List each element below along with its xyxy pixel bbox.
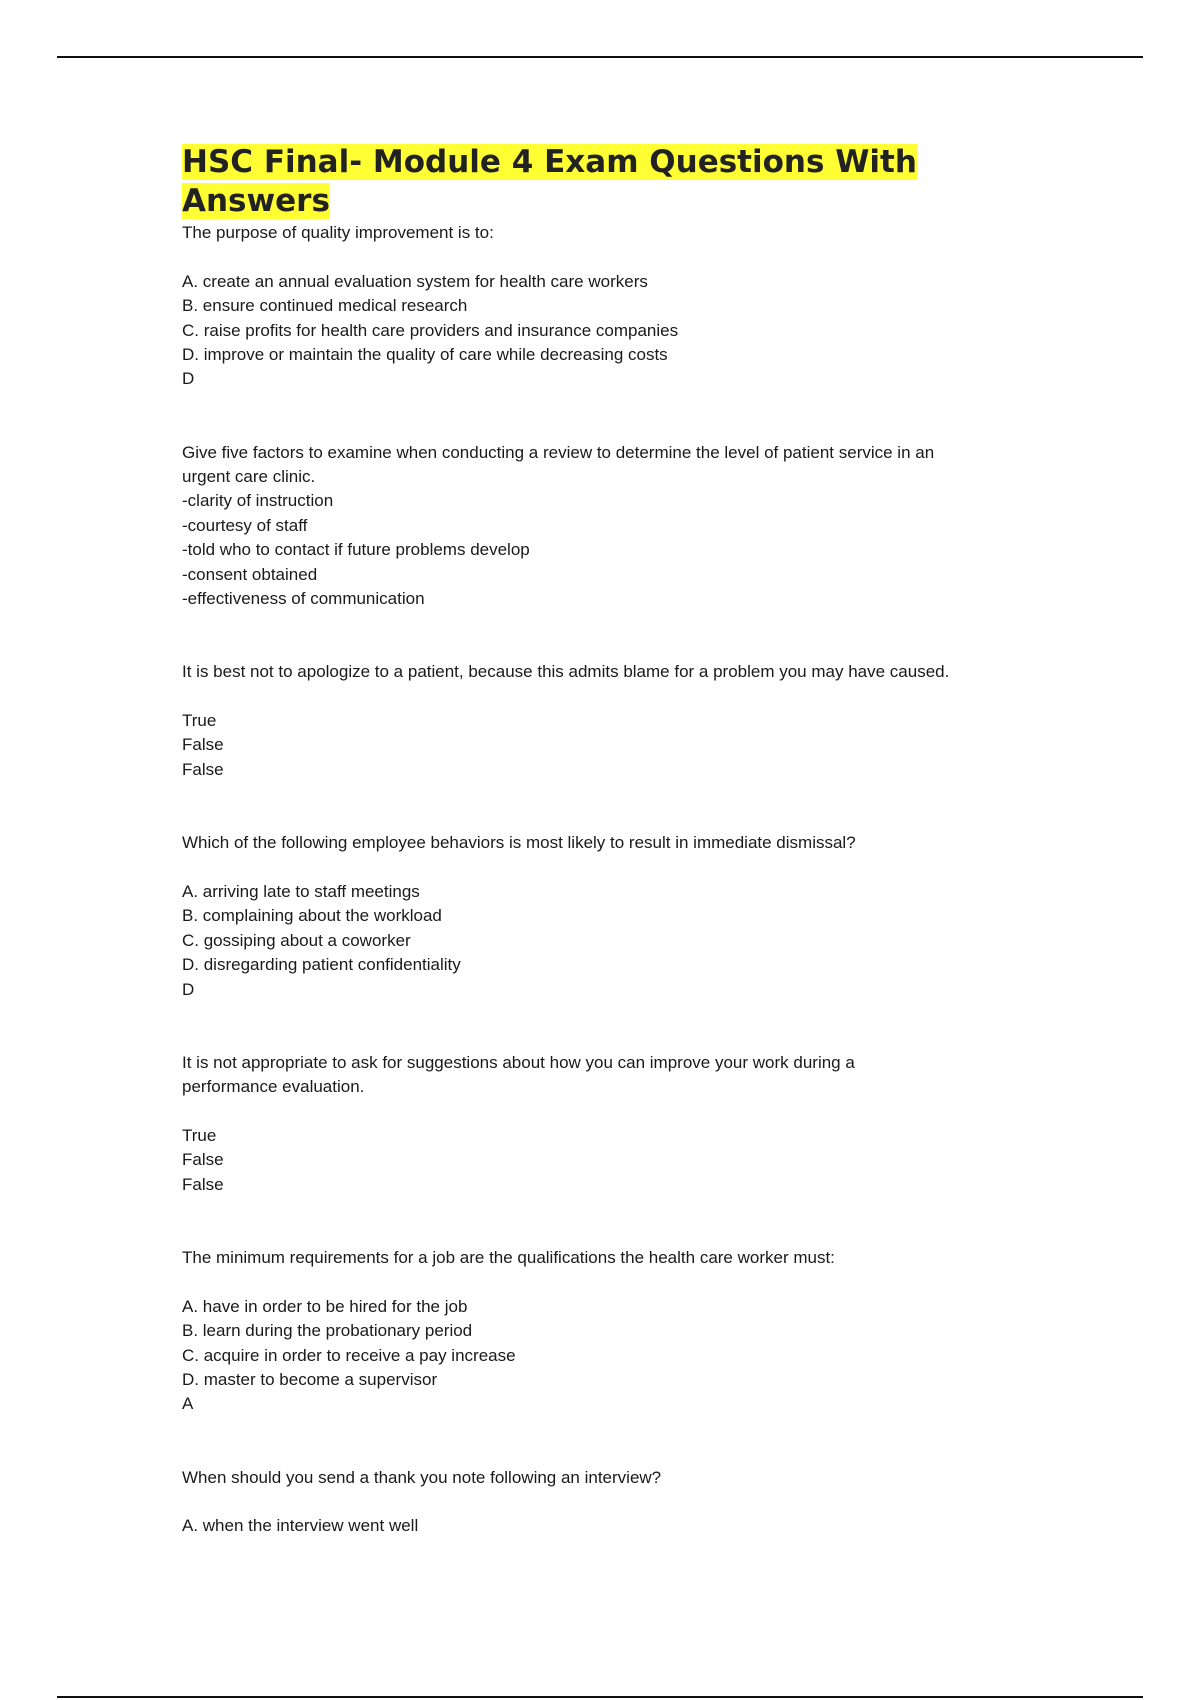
correct-answer: False bbox=[182, 759, 224, 779]
question-prompt: When should you send a thank you note following an interview? bbox=[182, 1467, 662, 1487]
answer-line: -clarity of instruction bbox=[182, 491, 334, 511]
answer-option: D. master to become a supervisor bbox=[182, 1369, 438, 1389]
correct-answer: A bbox=[182, 1394, 194, 1414]
correct-answer: D bbox=[182, 979, 195, 999]
question-prompt: It is best not to apologize to a patient, because this admits blame for a problem you may have caused. bbox=[182, 662, 950, 682]
correct-answer: D bbox=[182, 369, 195, 389]
answer-option: C. raise profits for health care providers and insurance companies bbox=[182, 320, 679, 340]
answer-line: -consent obtained bbox=[182, 564, 318, 584]
answer-option: True bbox=[182, 711, 217, 731]
answer-option: False bbox=[182, 1150, 224, 1170]
answer-option: A. arriving late to staff meetings bbox=[182, 881, 420, 901]
answer-line: -told who to contact if future problems develop bbox=[182, 540, 530, 560]
question-7 bbox=[182, 1466, 1042, 1539]
question-prompt: urgent care clinic. bbox=[182, 467, 316, 487]
answer-option: A. create an annual evaluation system for health care workers bbox=[182, 271, 648, 291]
question-prompt: It is not appropriate to ask for suggestions about how you can improve your work during a bbox=[182, 1052, 855, 1072]
answer-option: D. disregarding patient confidentiality bbox=[182, 955, 461, 975]
title-highlight: HSC Final- Module 4 Exam Questions With Answers bbox=[182, 144, 917, 219]
answer-option: A. have in order to be hired for the job bbox=[182, 1296, 468, 1316]
correct-answer: False bbox=[182, 1174, 224, 1194]
document-body bbox=[182, 143, 1042, 1539]
page-top-rule bbox=[57, 56, 1143, 58]
question-prompt: The minimum requirements for a job are the qualifications the health care worker must: bbox=[182, 1247, 835, 1267]
answer-option: C. acquire in order to receive a pay increase bbox=[182, 1345, 516, 1365]
page-bottom-rule bbox=[57, 1696, 1143, 1698]
document-title bbox=[182, 143, 1042, 221]
answer-option: True bbox=[182, 1125, 217, 1145]
question-4 bbox=[182, 831, 1042, 1002]
question-prompt: Give five factors to examine when conducting a review to determine the level of patient service in an bbox=[182, 442, 935, 462]
answer-line: -courtesy of staff bbox=[182, 515, 308, 535]
question-prompt: performance evaluation. bbox=[182, 1077, 365, 1097]
answer-option: False bbox=[182, 735, 224, 755]
question-prompt: Which of the following employee behaviors is most likely to result in immediate dismissal? bbox=[182, 833, 856, 853]
answer-line: -effectiveness of communication bbox=[182, 589, 425, 609]
answer-option: B. ensure continued medical research bbox=[182, 296, 468, 316]
question-2 bbox=[182, 441, 1042, 612]
question-6 bbox=[182, 1246, 1042, 1417]
question-prompt: The purpose of quality improvement is to: bbox=[182, 223, 494, 242]
question-3 bbox=[182, 660, 1042, 782]
answer-option: B. learn during the probationary period bbox=[182, 1321, 473, 1341]
answer-option: A. when the interview went well bbox=[182, 1516, 419, 1536]
answer-option: B. complaining about the workload bbox=[182, 906, 442, 926]
answer-option: D. improve or maintain the quality of care while decreasing costs bbox=[182, 345, 668, 365]
question-1 bbox=[182, 221, 1042, 392]
answer-option: C. gossiping about a coworker bbox=[182, 930, 411, 950]
question-5 bbox=[182, 1051, 1042, 1197]
